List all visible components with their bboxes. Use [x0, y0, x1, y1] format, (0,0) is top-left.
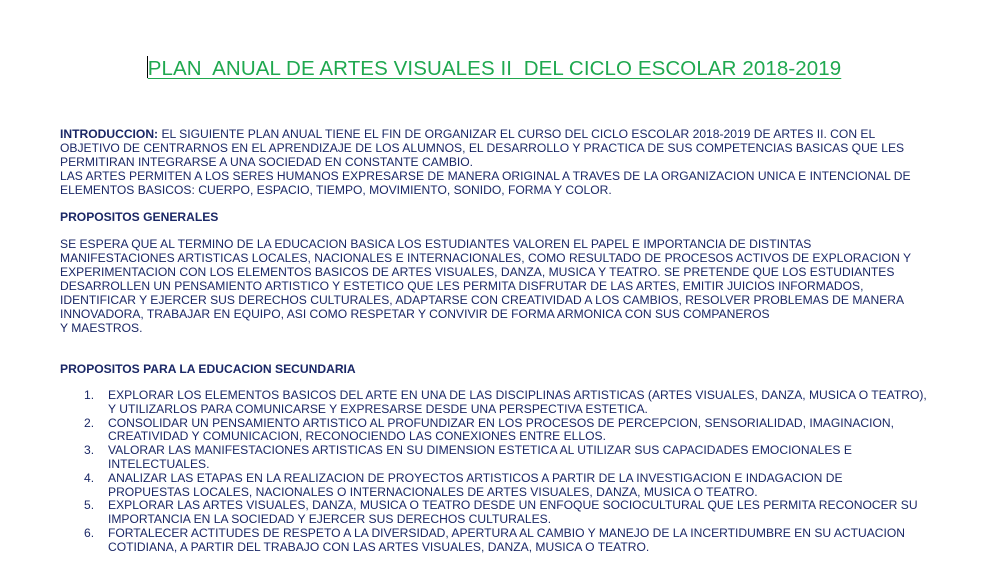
list-number: 5. [84, 498, 95, 513]
list-number: 2. [84, 415, 95, 430]
title-line [0, 56, 988, 81]
list-number: 1. [84, 388, 95, 402]
list-item-line: FORTALECER ACTITUDES DE RESPETO A LA DIVERSIDAD, APERTURA AL CAMBIO Y MANEJO DE LA INCERTIDUMBRE EN SU ACTUACION [108, 525, 906, 540]
list-item-line: COTIDIANA, A PARTIR DEL TRABAJO CON LAS ARTES VISUALES, DANZA, MUSICA O TEATRO. [108, 539, 650, 554]
general-line: EXPERIMENTACION CON LOS ELEMENTOS BASICOS DE ARTES VISUALES, DANZA, MUSICA Y TEATRO. SE PRETENDE QUE LOS ESTUDIANTES [60, 265, 895, 279]
general-purposes-paragraph[interactable] [60, 237, 920, 335]
intro-line: OBJETIVO DE CENTRARNOS EN EL APRENDIZAJE DE LOS ALUMNOS, EL DESARROLLO Y PRACTICA DE SUS COMPETENCIAS BASICAS QUE LES [60, 141, 905, 155]
intro-line [60, 127, 920, 141]
list-item-line: Y UTILIZARLOS PARA COMUNICARSE Y EXPRESARSE DESDE UNA PERSPECTIVA ESTETICA. [108, 401, 648, 416]
list-number: 6. [84, 525, 95, 540]
list-item-line: PROPUESTAS LOCALES, NACIONALES O INTERNACIONALES DE ARTES VISUALES, DANZA, MUSICA O TEATRO. [108, 484, 758, 499]
list-item [84, 527, 964, 555]
general-line: INNOVADORA, TRABAJAR EN EQUIPO, ASI COMO RESPETAR Y CONVIVIR DE FORMA ARMONICA CON SUS COMPANEROS [60, 307, 770, 321]
general-line: DESARROLLEN UN PENSAMIENTO ARTISTICO Y ESTETICO QUE LES PERMITA DISFRUTAR DE LAS ARTES, EMITIR JUICIOS INFORMADOS, [60, 279, 864, 293]
list-item [84, 389, 964, 417]
intro-line: PERMITIRAN INTEGRARSE A UNA SOCIEDAD EN CONSTANTE CAMBIO. [60, 155, 474, 169]
list-item [84, 499, 964, 527]
list-item-line: ANALIZAR LAS ETAPAS EN LA REALIZACION DE PROYECTOS ARTISTICOS A PARTIR DE LA INVESTIGACION E INDAGACION DE [108, 470, 843, 485]
list-item-line: VALORAR LAS MANIFESTACIONES ARTISTICAS EN SU DIMENSION ESTETICA AL UTILIZAR SUS CAPACIDADES EMOCIONALES E [108, 443, 852, 458]
general-line: MANIFESTACIONES ARTISTICAS LOCALES, NACIONALES E INTERNACIONALES, COMO RESULTADO DE PROCESOS ACTIVOS DE EXPLORACION Y [60, 251, 912, 265]
list-item [84, 472, 964, 500]
intro-label: INTRODUCCION: [60, 127, 159, 141]
document-title[interactable]: PLAN ANUAL DE ARTES VISUALES II DEL CICLO ESCOLAR 2018-2019 [147, 57, 842, 80]
general-line: SE ESPERA QUE AL TERMINO DE LA EDUCACION BASICA LOS ESTUDIANTES VALOREN EL PAPEL E IMPORTANCIA DE DISTINTAS [60, 237, 812, 251]
intro-line-text: EL SIGUIENTE PLAN ANUAL TIENE EL FIN DE ORGANIZAR EL CURSO DEL CICLO ESCOLAR 2018-2019 DE ARTES II. CON EL [158, 127, 876, 141]
intro-line: ELEMENTOS BASICOS: CUERPO, ESPACIO, TIEMPO, MOVIMIENTO, SONIDO, FORMA Y COLOR. [60, 183, 612, 197]
list-number: 4. [84, 470, 95, 485]
list-number: 3. [84, 443, 95, 458]
general-line: Y MAESTROS. [60, 321, 143, 335]
general-purposes-heading: PROPOSITOS GENERALES [60, 210, 219, 224]
list-item [84, 417, 964, 445]
general-line: IDENTIFICAR Y EJERCER SUS DERECHOS CULTURALES, ADAPTARSE CON CREATIVIDAD A LOS CAMBIOS, RESOLVER PROBLEMAS DE MANERA [60, 293, 905, 307]
list-item-line: INTELECTUALES. [108, 456, 210, 471]
secondary-purposes-list[interactable] [84, 389, 964, 555]
list-item-line: EXPLORAR LAS ARTES VISUALES, DANZA, MUSICA O TEATRO DESDE UN ENFOQUE SOCIOCULTURAL QUE LES PERMITA RECONOCER SU [108, 498, 918, 513]
list-item-line: IMPORTANCIA EN LA SOCIEDAD Y EJERCER SUS DERECHOS CULTURALES. [108, 512, 552, 527]
list-item [84, 444, 964, 472]
intro-line: LAS ARTES PERMITEN A LOS SERES HUMANOS EXPRESARSE DE MANERA ORIGINAL A TRAVES DE LA ORGANIZACION UNICA E INTENCIONAL DE [60, 169, 911, 183]
intro-paragraph[interactable] [60, 127, 920, 197]
secondary-purposes-heading: PROPOSITOS PARA LA EDUCACION SECUNDARIA [60, 362, 356, 376]
list-item-line: EXPLORAR LOS ELEMENTOS BASICOS DEL ARTE EN UNA DE LAS DISCIPLINAS ARTISTICAS (ARTES VISUALES, DANZA, MUSICA O TEATRO), [108, 388, 927, 402]
list-item-line: CREATIVIDAD Y COMUNICACION, RECONOCIENDO LAS CONEXIONES ENTRE ELLOS. [108, 429, 606, 444]
list-item-line: CONSOLIDAR UN PENSAMIENTO ARTISTICO AL PROFUNDIZAR EN LOS PROCESOS DE PERCEPCION, SENSORIALIDAD, IMAGINACION, [108, 415, 895, 430]
